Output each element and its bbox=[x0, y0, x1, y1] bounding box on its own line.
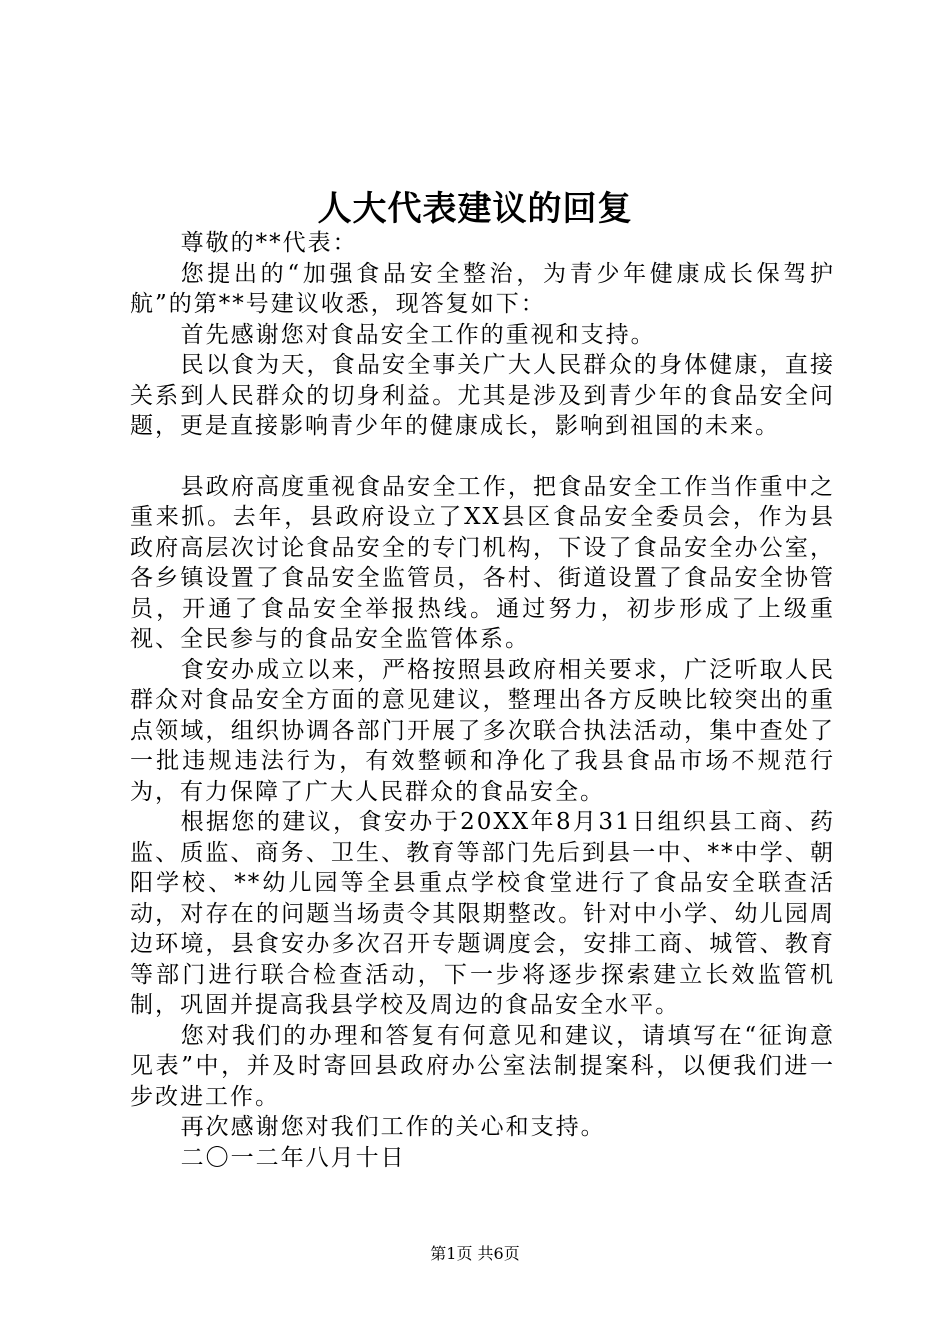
paragraph-4: 县政府高度重视食品安全工作，把食品安全工作当作重中之重来抓。去年，县政府设立了XX县区食品安全委员会，作为县政府高层次讨论食品安全的专门机构，下设了食品安全办公室，各乡镇设置了食品安全监管员，各村、街道设置了食品安全协管员，开通了食品安全举报热线。通过努力，初步形成了上级重视、全民参与的食品安全监管体系。 bbox=[130, 473, 835, 652]
paragraph-7: 您对我们的办理和答复有何意见和建议，请填写在“征询意见表”中，并及时寄回县政府办公室法制提案科，以便我们进一步改进工作。 bbox=[130, 1022, 835, 1110]
signature-date: 二〇一二年八月十日 bbox=[180, 1144, 406, 1171]
page-footer: 第1页 共6页 bbox=[430, 1244, 520, 1263]
paragraph-5: 食安办成立以来，严格按照县政府相关要求，广泛听取人民群众对食品安全方面的意见建议，整理出各方反映比较突出的重点领域，组织协调各部门开展了多次联合执法活动，集中查处了一批违规违法行为，有效整顿和净化了我县食品市场不规范行为，有力保障了广大人民群众的食品安全。 bbox=[130, 656, 835, 805]
paragraph-1: 您提出的“加强食品安全整治，为青少年健康成长保驾护航”的第**号建议收悉，现答复如下： bbox=[130, 260, 835, 317]
document-title: 人大代表建议的回复 bbox=[317, 189, 633, 229]
paragraph-8: 再次感谢您对我们工作的关心和支持。 bbox=[180, 1114, 606, 1140]
salutation: 尊敬的**代表： bbox=[180, 230, 358, 256]
paragraph-3: 民以食为天，食品安全事关广大人民群众的身体健康，直接关系到人民群众的切身利益。尤其是涉及到青少年的食品安全问题，更是直接影响青少年的健康成长，影响到祖国的未来。 bbox=[130, 352, 835, 439]
paragraph-6: 根据您的建议，食安办于20XX年8月31日组织县工商、药监、质监、商务、卫生、教育等部门先后到县一中、**中学、朝阳学校、**幼儿园等全县重点学校食堂进行了食品安全联查活动，对存在的问题当场责令其限期整改。针对中小学、幼儿园周边环境，县食安办多次召开专题调度会，安排工商、城管、教育等部门进行联合检查活动，下一步将逐步探索建立长效监管机制，巩固并提高我县学校及周边的食品安全水平。 bbox=[130, 809, 835, 1018]
paragraph-2: 首先感谢您对食品安全工作的重视和支持。 bbox=[180, 321, 656, 348]
document-body bbox=[130, 228, 835, 1173]
